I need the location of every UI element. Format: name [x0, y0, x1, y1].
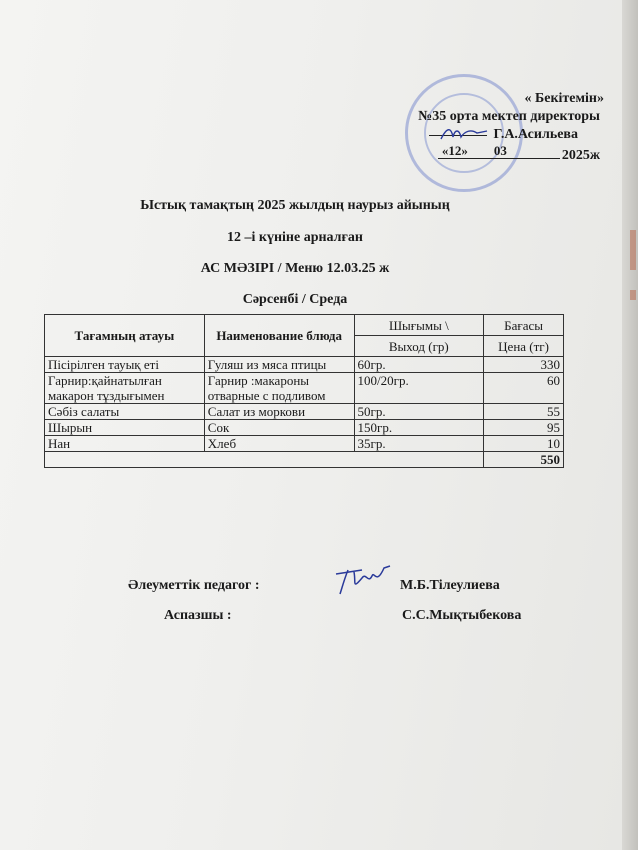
approval-date-line — [418, 144, 600, 165]
edge-mark — [630, 290, 636, 300]
edge-mark — [630, 230, 636, 270]
director-signature-line — [429, 135, 487, 136]
dish-yield: 100/20гр. — [354, 373, 484, 404]
heading-line-1: Ыстық тамақтың 2025 жылдың наурыз айының — [140, 198, 450, 213]
director-name: Г.А.Асильева — [493, 127, 578, 142]
cook-label: Аспазшы : — [164, 608, 232, 623]
pedagogue-signature — [332, 564, 394, 598]
dish-name-ru: Хлеб — [204, 436, 354, 452]
dish-yield: 150гр. — [354, 420, 484, 436]
dish-price: 330 — [484, 357, 564, 373]
pedagogue-label: Әлеуметтік педагог : — [128, 578, 260, 593]
approval-title: « Бекітемін» — [524, 91, 604, 106]
dish-name-kz: Сәбіз салаты — [45, 404, 205, 420]
cook-name: С.С.Мықтыбекова — [402, 608, 522, 623]
dish-price: 95 — [484, 420, 564, 436]
dish-name-ru: Гуляш из мяса птицы — [204, 357, 354, 373]
heading-line-3: АС МӘЗІРІ / Меню 12.03.25 ж — [200, 261, 390, 276]
dish-name-kz: Нан — [45, 436, 205, 452]
approval-date-month: 03 — [493, 143, 507, 158]
total-spacer — [45, 452, 484, 468]
header-price-kz: Бағасы — [484, 315, 564, 336]
approval-date-day: «12» — [441, 143, 468, 158]
heading-line-2: 12 –і күніне арналған — [227, 230, 363, 245]
dish-name-ru: Салат из моркови — [204, 404, 354, 420]
table-row — [45, 420, 564, 436]
header-price-ru: Цена (тг) — [484, 336, 564, 357]
dish-yield: 50гр. — [354, 404, 484, 420]
table-row — [45, 404, 564, 420]
dish-name-ru: Гарнир :макароны отварные с подливом — [204, 373, 354, 404]
dish-yield: 35гр. — [354, 436, 484, 452]
pedagogue-name: М.Б.Тілеулиева — [400, 578, 500, 593]
dish-price: 60 — [484, 373, 564, 404]
dish-name-kz: Шырын — [45, 420, 205, 436]
approval-block — [418, 90, 604, 165]
total-row — [45, 452, 564, 468]
heading-line-4: Сәрсенбі / Среда — [242, 292, 348, 307]
header-yield-ru: Выход (гр) — [354, 336, 484, 357]
table-row — [45, 373, 564, 404]
page-edge — [622, 0, 638, 850]
approval-date-year: 2025ж — [561, 148, 600, 163]
dish-name-kz: Гарнир:қайнатылған макарон тұздығымен — [45, 373, 205, 404]
dish-name-kz: Пісірілген тауық еті — [45, 357, 205, 373]
table-row — [45, 357, 564, 373]
dish-name-ru: Сок — [204, 420, 354, 436]
dish-yield: 60гр. — [354, 357, 484, 373]
approval-position: №35 орта мектеп директоры — [418, 109, 600, 124]
dish-price: 10 — [484, 436, 564, 452]
header-yield-kz: Шығымы \ — [354, 315, 484, 336]
header-name-ru: Наименование блюда — [204, 315, 354, 357]
approval-date-field — [438, 144, 560, 159]
menu-table — [44, 314, 564, 468]
header-name-kz: Тағамның атауы — [45, 315, 205, 357]
dish-price: 55 — [484, 404, 564, 420]
table-row — [45, 436, 564, 452]
total-price: 550 — [484, 452, 564, 468]
